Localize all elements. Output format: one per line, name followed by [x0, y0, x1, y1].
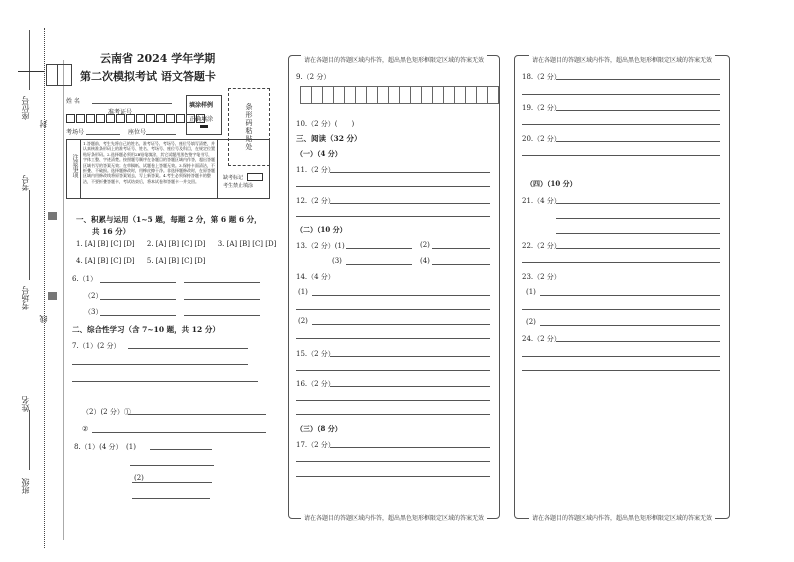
q12-line-2[interactable] [296, 216, 490, 217]
notice-text: 1.答题前，考生先将自己的姓名、准考证号、考场号、座位号填写清楚，并认真核准条形码上的准考证号、姓名、考场号、座位号及科目，在规定位置贴好条形码。2.选择题必须用2B铅笔填涂，其它试题用黑色签字笔书写，字体工整、字迹清楚。按照题号顺序在各题目的答题区域内作答，超出答题区域书写的答案无效；在草稿纸、试题卷上答题无效。3.保持卡面清洁，不折叠、不破损。选择题修改时，用橡皮擦干净。非选择题修改时，在原答题区域内用修改线将原答案划去，写上新答案。4.考生必须保持答题卡的整洁，不要折叠答题卡，考试结束后，将本试卷和答题卡一并交回。 [83, 141, 215, 184]
q16-line-3[interactable] [296, 414, 490, 415]
ticket-label: 准考证号 [108, 109, 133, 116]
q6-3-line-a[interactable] [100, 315, 176, 316]
seal-mark: 封 [39, 120, 48, 128]
absent-divider [217, 140, 218, 198]
absent-note: 考生禁止填涂 [223, 183, 254, 189]
q14-2-label: (2) [298, 317, 308, 325]
q6-3-line-b[interactable] [184, 315, 260, 316]
q8-label: 8.（1）(4 分） (1) [74, 443, 136, 451]
right-panel-notice-top: 请在各题目的答题区域内作答，超出黑色矩形框限定区域的答案无效 [529, 55, 715, 64]
sync-mark-2 [48, 292, 57, 300]
marker-arrow [18, 71, 44, 72]
middle-panel-notice-top: 请在各题目的答题区域内作答，超出黑色矩形框限定区域的答案无效 [301, 55, 487, 64]
q14-1-label: (1) [298, 288, 308, 296]
q11-label: 11.（2 分） [296, 166, 335, 174]
name-label: 姓 名 [66, 98, 80, 105]
choice-q4: 4. [76, 257, 83, 265]
q13-3-line[interactable] [346, 264, 412, 265]
exam-room-label: 考场号 [21, 286, 30, 310]
q20-line-2[interactable] [522, 155, 720, 156]
sync-mark-1 [48, 212, 57, 220]
correct-label: 正确填涂 [189, 116, 214, 123]
q8-1-line-1[interactable] [150, 449, 212, 450]
q23-2-label: (2) [526, 318, 536, 326]
q13-2-label: (2) [420, 241, 430, 249]
q15-line-2[interactable] [296, 370, 490, 371]
notice-box [66, 139, 270, 199]
q7-1-line-3[interactable] [72, 381, 258, 382]
q16-line-2[interactable] [296, 400, 490, 401]
q11-line-2[interactable] [296, 186, 490, 187]
q7-1-line-2[interactable] [72, 364, 248, 365]
q19-line-1[interactable] [556, 110, 720, 111]
strip-underline-3 [29, 410, 30, 470]
correct-fill-mark [200, 125, 208, 128]
binding-line-inner [63, 60, 64, 540]
q16-line-1[interactable] [330, 386, 490, 387]
ticket-number-boxes[interactable] [66, 114, 206, 123]
q13-label: 13.（2 分）(1) [296, 242, 345, 250]
q24-line-3[interactable] [522, 370, 720, 371]
q10-label: 10.（2 分）( ) [296, 120, 355, 128]
strip-underline-1 [29, 30, 30, 90]
q19-label: 19.（2 分） [522, 104, 561, 112]
name-field[interactable] [92, 103, 172, 104]
choice-q3: 3. [217, 240, 225, 248]
q7-2b-label: ② [82, 425, 89, 433]
name-label-strip: 姓名 [21, 396, 30, 412]
q14-2-line-2[interactable] [296, 338, 490, 339]
q22-label: 22.（2 分） [522, 242, 561, 250]
q17-label: 17.（2 分） [296, 441, 335, 449]
reading-part2: （二）（10 分） [296, 225, 347, 234]
q7-2-label: （2）(2 分）① [82, 408, 131, 416]
q15-line-1[interactable] [330, 356, 490, 357]
choice-q5-options[interactable]: [A] [B] [C] [D] [155, 257, 206, 265]
q12-label: 12.（2 分） [296, 197, 335, 205]
q24-line-2[interactable] [522, 356, 720, 357]
q20-line-1[interactable] [556, 141, 720, 142]
exam-no-label: 考号 [21, 175, 30, 191]
section1-heading-2: 共 16 分） [92, 227, 131, 236]
q18-line-1[interactable] [556, 79, 720, 80]
q13-3-label: (3) [332, 257, 342, 265]
q14-1-line-2[interactable] [296, 309, 490, 310]
reading-heading: 三、阅读（32 分） [296, 134, 362, 143]
q23-1-line-2[interactable] [522, 309, 720, 310]
choice-row-2 [76, 257, 205, 265]
q17-line-2[interactable] [296, 461, 490, 462]
q18-line-2[interactable] [522, 94, 720, 95]
q6-2-line-b[interactable] [184, 299, 260, 300]
q20-label: 20.（2 分） [522, 135, 561, 143]
choice-q5: 5. [146, 257, 154, 265]
seat-field[interactable] [146, 134, 176, 135]
room-label: 考场号 [66, 129, 85, 136]
q12-line-1[interactable] [330, 203, 490, 204]
q23-label: 23.（2 分） [522, 273, 561, 281]
notice-label: 注意事项 [71, 154, 78, 178]
q6-2-label: （2） [84, 292, 103, 300]
q21-line-2[interactable] [556, 218, 720, 219]
q8-2-line-1[interactable] [132, 482, 212, 483]
q8-1-line-2[interactable] [130, 465, 214, 466]
locator-box-divider [57, 64, 58, 85]
line-mark: 线 [39, 315, 48, 323]
notice-divider [80, 140, 81, 198]
q13-4-label: (4) [420, 257, 430, 265]
q9-writing-grid[interactable] [300, 86, 499, 104]
q13-2-line[interactable] [432, 248, 490, 249]
class-label-strip: 班级 [21, 478, 30, 494]
reading-part1: （一）（4 分） [296, 149, 342, 158]
q9-label: 9.（2 分） [296, 73, 331, 81]
page-subtitle: 第二次模拟考试 语文答题卡 [80, 70, 216, 83]
right-panel-notice-bottom: 请在各题目的答题区域内作答，超出黑色矩形框限定区域的答案无效 [529, 513, 715, 522]
q13-4-line[interactable] [432, 264, 490, 265]
seat-label: 座位号 [128, 129, 147, 136]
q6-1-line-b[interactable] [184, 282, 260, 283]
q23-1-line-1[interactable] [540, 295, 720, 296]
q22-line-1[interactable] [556, 248, 720, 249]
q7-1-line-1[interactable] [128, 348, 248, 349]
q7-2-line-1[interactable] [128, 414, 266, 415]
q13-1-line[interactable] [346, 248, 412, 249]
absent-box[interactable] [247, 173, 263, 181]
q6-2-line-a[interactable] [100, 299, 176, 300]
q11-line-1[interactable] [330, 172, 490, 173]
reading-part3: （三）（8 分） [296, 424, 342, 433]
choice-q3-options[interactable]: [A] [B] [C] [D] [226, 240, 277, 248]
section1-heading: 一、积累与运用（1~5 题，每题 2 分，第 6 题 6 分， [76, 215, 262, 224]
q8-2-label: (2) [134, 474, 144, 482]
reading-part4: （四）（10 分） [526, 179, 577, 188]
strip-underline-2 [29, 190, 30, 280]
fill-sample-box [186, 95, 222, 135]
choice-q4-options[interactable]: [A] [B] [C] [D] [84, 257, 135, 265]
q21-label: 21.（4 分） [522, 197, 561, 205]
q16-label: 16.（2 分） [296, 380, 335, 388]
q19-line-2[interactable] [522, 124, 720, 125]
q14-1-line-1[interactable] [312, 295, 490, 296]
q6-1-label: 6.（1） [72, 275, 98, 283]
q14-2-line-1[interactable] [312, 324, 490, 325]
choice-q1-options[interactable]: [A] [B] [C] [D] [84, 240, 135, 248]
q7-2-line-2[interactable] [92, 432, 266, 433]
q8-2-line-2[interactable] [132, 498, 210, 499]
q21-line-1[interactable] [556, 203, 720, 204]
choice-q1: 1. [76, 240, 83, 248]
q23-2-line-1[interactable] [540, 325, 720, 326]
q7-1-label: 7.（1）(2 分） [72, 342, 121, 350]
q15-label: 15.（2 分） [296, 350, 335, 358]
locator-box [46, 64, 72, 86]
room-field[interactable] [86, 134, 120, 135]
q17-line-3[interactable] [296, 476, 490, 477]
q24-line-1[interactable] [556, 341, 720, 342]
section2-heading: 二、综合性学习（含 7~10 题，共 12 分） [72, 325, 220, 334]
q14-label: 14.（4 分） [296, 273, 335, 281]
q6-3-label: （3） [84, 308, 103, 316]
sample-label: 填涂样例 [189, 102, 214, 109]
q22-line-2[interactable] [522, 262, 720, 263]
page-title: 云南省 2024 学年学期 [100, 52, 216, 65]
q21-line-3[interactable] [556, 233, 720, 234]
choice-q2: 2. [146, 240, 154, 248]
q23-1-label: (1) [526, 288, 536, 296]
choice-row-1 [76, 240, 276, 248]
absent-label: 缺考标记 [223, 175, 244, 181]
barcode-label: 条形码粘贴处 [245, 103, 253, 151]
seat-no-label: 座位号 [21, 96, 30, 120]
binding-line-outer [44, 28, 45, 548]
middle-panel-notice-bottom: 请在各题目的答题区域内作答，超出黑色矩形框限定区域的答案无效 [301, 513, 487, 522]
q17-line-1[interactable] [330, 447, 490, 448]
choice-q2-options[interactable]: [A] [B] [C] [D] [155, 240, 206, 248]
q6-1-line-a[interactable] [100, 282, 176, 283]
q24-label: 24.（2 分） [522, 335, 561, 343]
q18-label: 18.（2 分） [522, 73, 561, 81]
